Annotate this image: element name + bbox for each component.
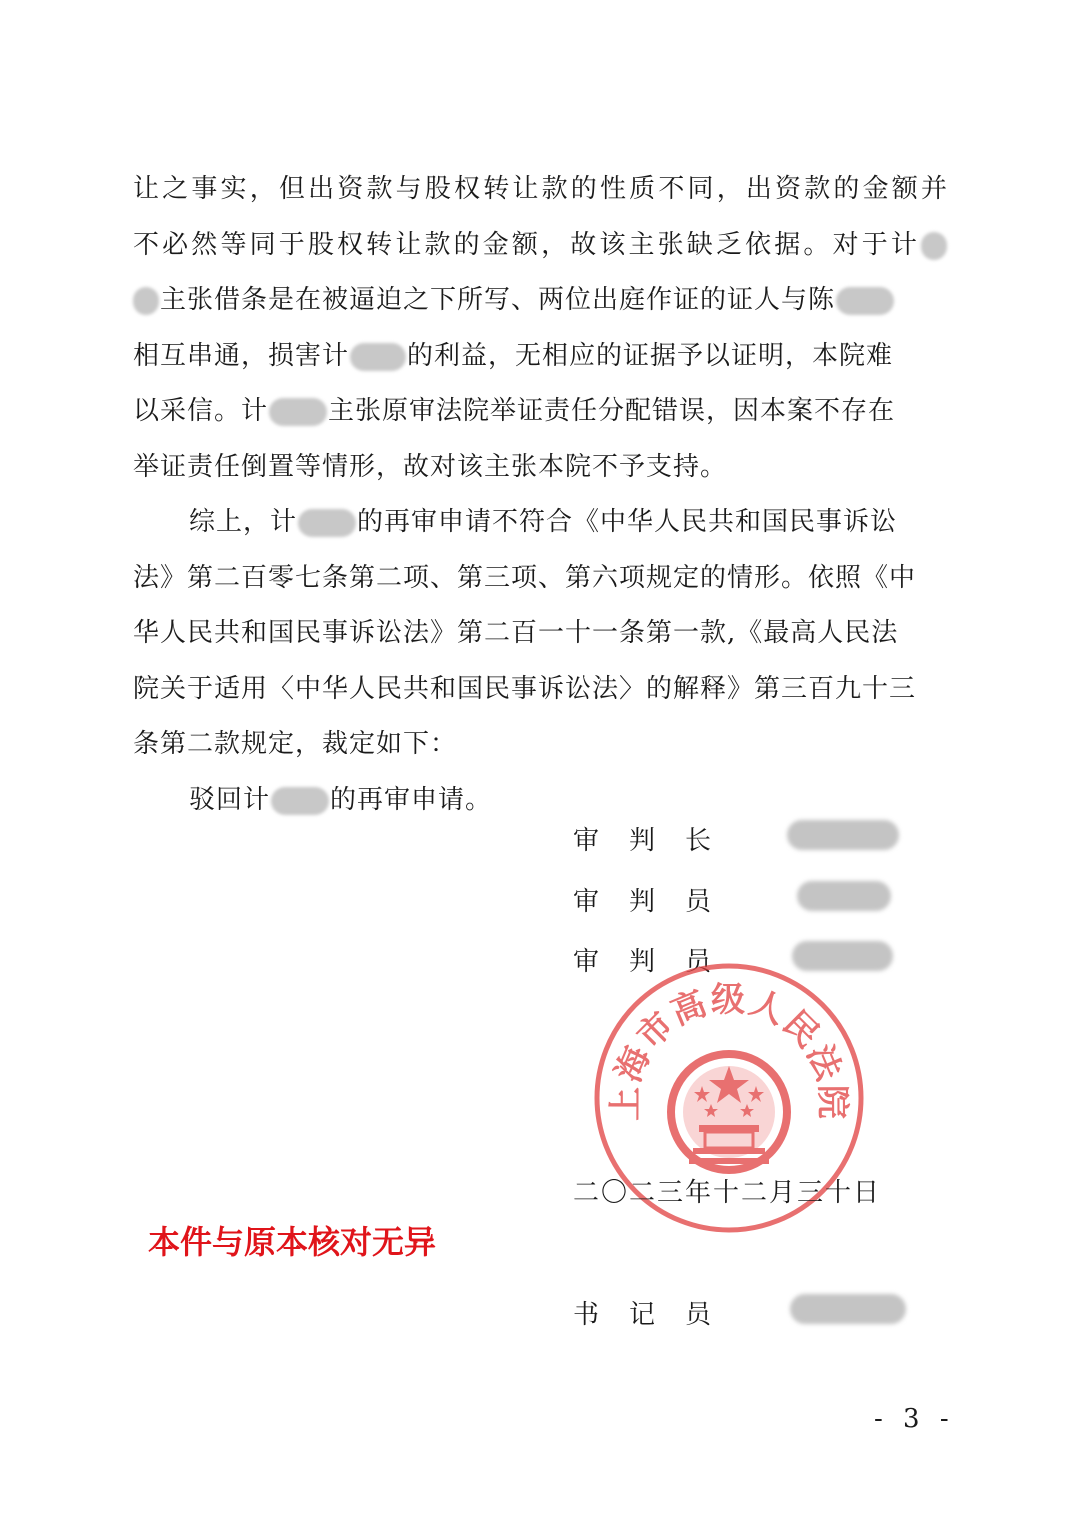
redacted-name xyxy=(133,287,159,315)
body-text xyxy=(133,162,948,828)
paragraph-1-line-2 xyxy=(133,218,948,274)
paragraph-2-line-1 xyxy=(133,495,948,551)
redacted-name xyxy=(921,232,947,260)
judge-label-2: 审判员 xyxy=(573,947,742,977)
paragraph-2-line-4: 院关于适用〈中华人民共和国民事诉讼法〉的解释》第三百九十三 xyxy=(133,673,917,704)
text-segment: 相互串通，损害计 xyxy=(133,340,350,371)
redacted-name xyxy=(271,787,329,815)
paragraph-1-line-6: 举证责任倒置等情形，故对该主张本院不予支持。 xyxy=(133,451,728,482)
paragraph-2-line-2: 法》第二百零七条第二项、第三项、第六项规定的情形。依照《中 xyxy=(133,562,917,593)
certification-stamp: 本件与原本核对无异 xyxy=(148,1223,437,1261)
text-segment: 驳回计 xyxy=(189,784,271,815)
paragraph-1-line-1: 让之事实，但出资款与股权转让款的性质不同，出资款的金额并 xyxy=(133,174,948,204)
text-segment: 以采信。计 xyxy=(133,396,269,426)
redacted-name xyxy=(836,287,894,315)
redacted-name xyxy=(298,509,356,537)
judge-label-1: 审判员 xyxy=(573,887,742,917)
text-segment: 主张原审法院举证责任分配错误，因本案不存在 xyxy=(328,396,896,426)
text-segment: 的利益，无相应的证据予以证明，本院难 xyxy=(407,340,894,371)
paragraph-1-line-4 xyxy=(133,329,948,385)
paragraph-1-line-5 xyxy=(133,384,948,440)
text-segment: 的再审申请不符合《中华人民共和国民事诉讼 xyxy=(357,507,898,537)
page-number: - 3 - xyxy=(874,1404,955,1434)
redacted-signature xyxy=(787,820,899,850)
text-segment: 综上，计 xyxy=(189,507,298,537)
paragraph-2-line-5: 条第二款规定，裁定如下： xyxy=(133,729,458,759)
redacted-name xyxy=(269,398,327,426)
redacted-signature xyxy=(790,1294,906,1324)
clerk-label: 书记员 xyxy=(573,1300,742,1330)
ruling-date: 二〇二三年十二月三十日 xyxy=(573,1178,882,1208)
seal-text: 上海市高级人民法院 xyxy=(605,980,853,1121)
text-segment: 主张借条是在被逼迫之下所写、两位出庭作证的证人与陈 xyxy=(160,285,836,315)
paragraph-1-line-3 xyxy=(133,273,948,329)
national-emblem-icon xyxy=(671,1054,787,1170)
text-segment: 不必然等同于股权转让款的金额，故该主张缺乏依据。对于计 xyxy=(133,229,920,260)
redacted-signature xyxy=(797,881,891,911)
redacted-name xyxy=(350,343,406,371)
chief-judge-label: 审判长 xyxy=(573,826,742,856)
text-segment: 的再审申请。 xyxy=(330,784,493,815)
paragraph-2-line-3: 华人民共和国民事诉讼法》第二百一十一条第一款,《最高人民法 xyxy=(133,618,899,648)
